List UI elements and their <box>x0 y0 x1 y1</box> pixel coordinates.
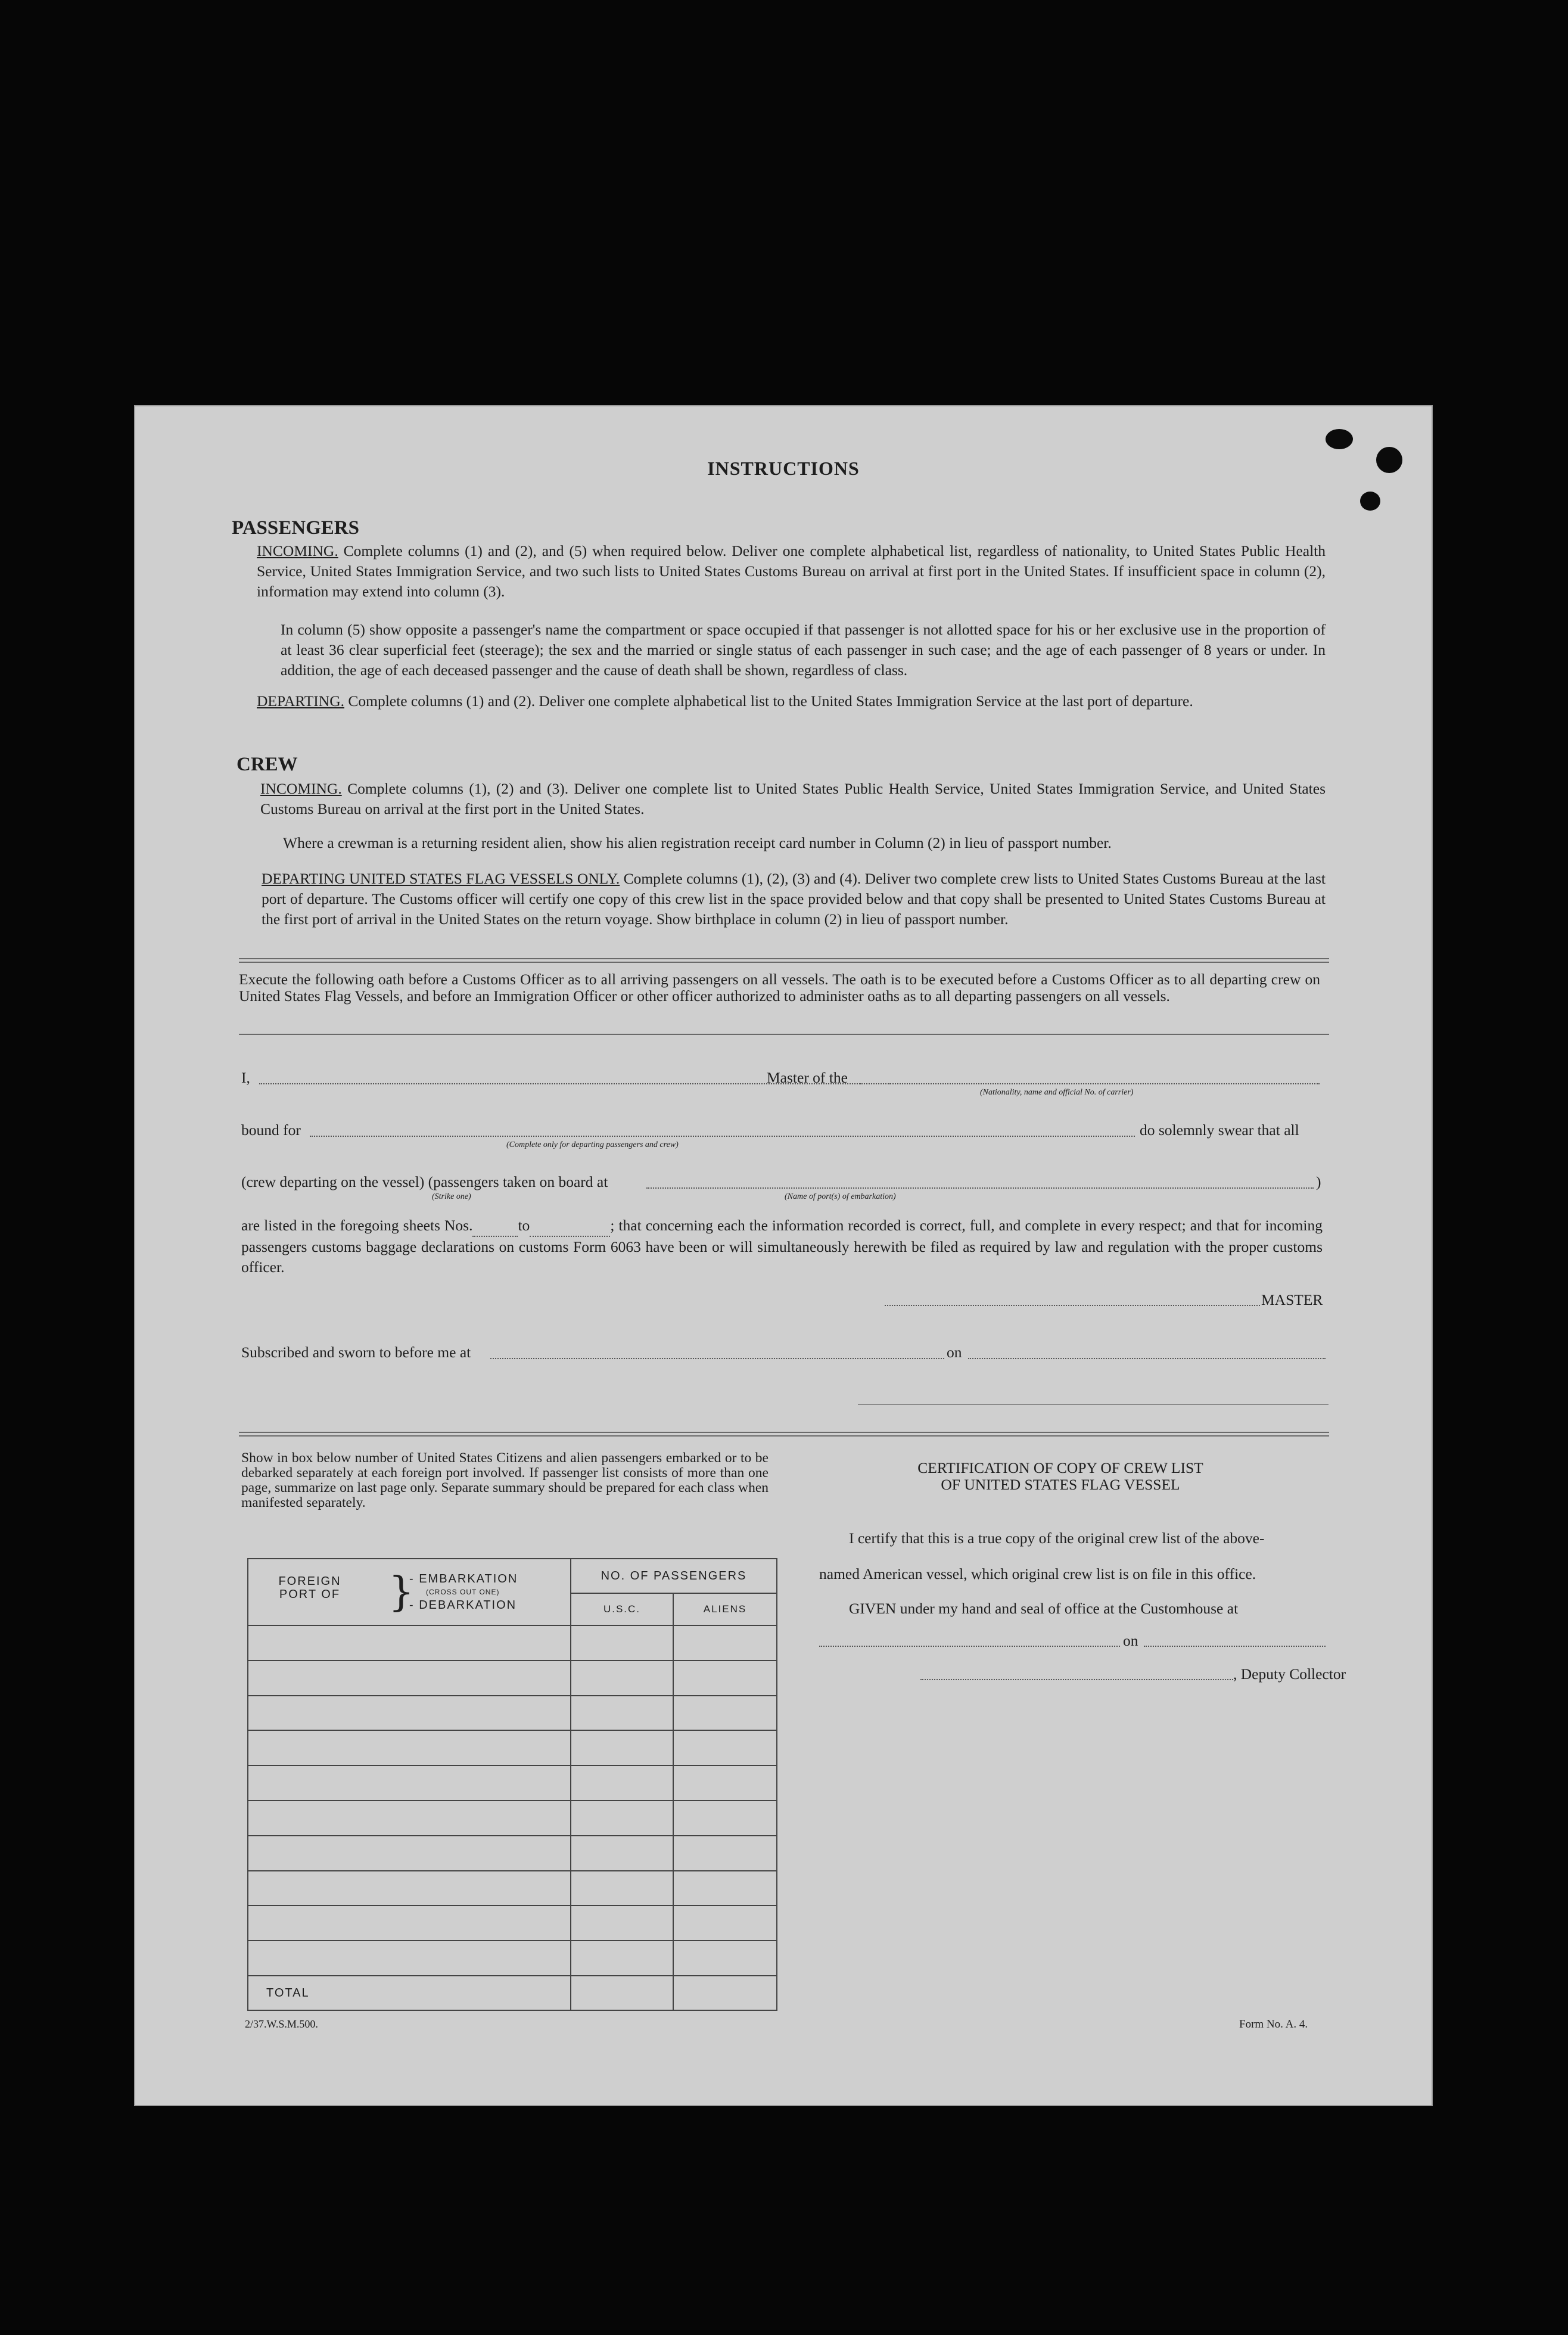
total-usc-cell[interactable] <box>571 1976 673 2010</box>
crew-heading: CREW <box>237 754 298 775</box>
port-cell[interactable] <box>248 1801 571 1836</box>
oath-crew-departing-label: (crew departing on the vessel) (passengers taken on board at <box>241 1173 608 1190</box>
oath-i-label: I, <box>241 1069 250 1086</box>
port-cell[interactable] <box>248 1696 571 1731</box>
oath-bound-for-label: bound for <box>241 1121 301 1139</box>
certification-on-label: on <box>1123 1632 1138 1649</box>
master-signature-field[interactable] <box>885 1305 1260 1306</box>
certification-heading <box>798 1460 1323 1493</box>
passengers-column5-paragraph: In column (5) show opposite a passenger's name the compartment or space occupied if that passenger is not allotted space for his or her exclusive use in the proportion of at least 36 clear superficial feet (steerage); the sex and the married or single status of each passenger in such case; and the age of each passenger of 8 years or under. In addition, the age of each deceased passenger and the cause of death shall be shown, regardless of class. <box>281 621 1326 679</box>
usc-cell[interactable] <box>571 1661 673 1696</box>
port-cell[interactable] <box>248 1730 571 1765</box>
port-cell[interactable] <box>248 1871 571 1906</box>
aliens-cell[interactable] <box>673 1871 777 1906</box>
crew-incoming-label: INCOMING. <box>260 780 342 797</box>
usc-cell[interactable] <box>571 1765 673 1801</box>
col-aliens: ALIENS <box>673 1593 777 1625</box>
ink-blot <box>1326 429 1353 449</box>
table-row <box>248 1661 777 1696</box>
divider <box>239 1034 1329 1035</box>
form-printing-code: 2/37.W.S.M.500. <box>245 2018 318 2030</box>
passengers-departing-label: DEPARTING. <box>257 692 344 710</box>
port-cell[interactable] <box>248 1905 571 1941</box>
usc-cell[interactable] <box>571 1696 673 1731</box>
passengers-incoming-text: Complete columns (1) and (2), and (5) when required below. Deliver one complete alphabetical list, regardless of nationality, to United States Public Health Service, United States Immigration Service, and two such lists to United States Customs Bureau on arrival at first port in the United States. If insufficient space in column (2), information may extend into column (3). <box>257 542 1326 600</box>
sworn-place-field[interactable] <box>490 1358 944 1359</box>
aliens-cell[interactable] <box>673 1905 777 1941</box>
divider <box>239 962 1329 963</box>
table-row <box>248 1905 777 1941</box>
aliens-cell[interactable] <box>673 1801 777 1836</box>
table-row <box>248 1625 777 1661</box>
total-row <box>248 1976 777 2010</box>
table-row <box>248 1836 777 1871</box>
table-row <box>248 1801 777 1836</box>
deputy-signature-field[interactable] <box>920 1679 1233 1680</box>
certification-heading-line1: CERTIFICATION OF COPY OF CREW LIST <box>917 1459 1203 1476</box>
oath-on-label: on <box>947 1344 962 1361</box>
strike-hint: (Strike one) <box>432 1192 471 1201</box>
crew-incoming-paragraph <box>260 779 1326 819</box>
usc-cell[interactable] <box>571 1625 673 1661</box>
col-embarkation: - EMBARKATION <box>409 1572 518 1585</box>
aliens-cell[interactable] <box>673 1941 777 1976</box>
sheet-from-field[interactable] <box>472 1215 518 1237</box>
given-text: GIVEN under my hand and seal of office at the Customhouse at <box>849 1600 1239 1617</box>
usc-cell[interactable] <box>571 1905 673 1941</box>
officer-signature-line[interactable] <box>858 1404 1329 1405</box>
aliens-cell[interactable] <box>673 1836 777 1871</box>
oath-listed-label: are listed in the foregoing sheets Nos. <box>241 1217 473 1234</box>
oath-intro: Execute the following oath before a Customs Officer as to all arriving passengers on all vessels. The oath is to be executed before a Customs Officer as to all departing crew on United States Flag Vessels, and before an Immigration Officer or other officer authorized to administer oaths as to all departing passengers on all vessels. <box>239 971 1320 1005</box>
oath-swear-label: do solemnly swear that all <box>1140 1121 1299 1139</box>
sheet-to-field[interactable] <box>530 1215 610 1237</box>
oath-listed-text: ; that concerning each the information recorded is correct, full, and complete in every respect; and that for incoming passengers customs baggage declarations on customs Form 6063 have been or will simultaneously herewith be filed as required by law and regulation with the proper customs officer. <box>241 1217 1323 1276</box>
aliens-cell[interactable] <box>673 1765 777 1801</box>
divider <box>239 1432 1329 1433</box>
total-aliens-cell[interactable] <box>673 1976 777 2010</box>
oath-master-of-label: Master of the <box>767 1069 848 1086</box>
crew-incoming-text: Complete columns (1), (2) and (3). Deliver one complete list to United States Public Health Service, United States Immigration Service, and United States Customs Bureau on arrival at the first port in the United States. <box>260 780 1326 817</box>
table-row <box>248 1730 777 1765</box>
table-row <box>248 1765 777 1801</box>
crew-departing-text: Complete columns (1), (2), (3) and (4). Deliver two complete crew lists to United States Customs Bureau at the last port of departure. The Customs officer will certify one copy of this crew list in the space provided below and that copy shall be presented to United States Customs Bureau at the first port of arrival in the United States on the return voyage. Show birthplace in column (2) in lieu of passport number. <box>262 870 1326 928</box>
customhouse-field[interactable] <box>819 1646 1120 1647</box>
brace-icon: } <box>388 1569 415 1616</box>
certification-date-field[interactable] <box>1144 1646 1326 1647</box>
oath-listed-paragraph <box>241 1215 1323 1277</box>
passengers-departing-paragraph <box>257 691 1326 711</box>
table-row <box>248 1941 777 1976</box>
oath-master-label: MASTER <box>1261 1291 1323 1308</box>
table-row <box>248 1871 777 1906</box>
passenger-summary-table <box>247 1558 777 2011</box>
page-title: INSTRUCTIONS <box>707 458 860 479</box>
passengers-heading: PASSENGERS <box>232 517 359 539</box>
port-cell[interactable] <box>248 1625 571 1661</box>
deputy-collector-label: , Deputy Collector <box>1233 1665 1346 1683</box>
aliens-cell[interactable] <box>673 1696 777 1731</box>
port-hint: (Name of port(s) of embarkation) <box>785 1192 896 1201</box>
crew-resident-paragraph: Where a crewman is a returning resident alien, show his alien registration receipt card number in Column (2) in lieu of passport number. <box>283 834 1112 851</box>
bound-for-field[interactable] <box>310 1136 1135 1137</box>
passengers-incoming-label: INCOMING. <box>257 542 338 559</box>
usc-cell[interactable] <box>571 1801 673 1836</box>
port-cell[interactable] <box>248 1941 571 1976</box>
col-foreign-port: FOREIGN PORT OF <box>278 1575 341 1601</box>
aliens-cell[interactable] <box>673 1730 777 1765</box>
form-number: Form No. A. 4. <box>1239 2018 1308 2031</box>
named-text: named American vessel, which original crew list is on file in this office. <box>819 1565 1256 1582</box>
port-cell[interactable] <box>248 1661 571 1696</box>
crew-departing-label: DEPARTING UNITED STATES FLAG VESSELS ONLY. <box>262 870 620 887</box>
table-row <box>248 1696 777 1731</box>
col-cross-out: (CROSS OUT ONE) <box>426 1588 500 1596</box>
sworn-date-field[interactable] <box>968 1358 1326 1359</box>
usc-cell[interactable] <box>571 1871 673 1906</box>
certification-heading-line2: OF UNITED STATES FLAG VESSEL <box>941 1476 1180 1493</box>
divider <box>239 1435 1329 1437</box>
total-label: TOTAL <box>248 1976 571 2010</box>
aliens-cell[interactable] <box>673 1661 777 1696</box>
port-header-cell <box>248 1559 571 1625</box>
port-cell[interactable] <box>248 1836 571 1871</box>
ink-blot <box>1360 492 1380 511</box>
form-sheet <box>134 405 1433 2106</box>
crew-departing-paragraph <box>262 869 1326 929</box>
divider <box>239 958 1329 959</box>
carrier-hint: (Nationality, name and official No. of carrier) <box>980 1088 1134 1097</box>
oath-to-label: to <box>518 1217 530 1234</box>
usc-cell[interactable] <box>571 1730 673 1765</box>
usc-cell[interactable] <box>571 1941 673 1976</box>
bound-hint: (Complete only for departing passengers and crew) <box>506 1140 679 1149</box>
carrier-field[interactable] <box>860 1083 1320 1084</box>
embarkation-port-field[interactable] <box>646 1187 1314 1189</box>
col-debarkation: - DEBARKATION <box>409 1599 517 1612</box>
passengers-incoming-paragraph <box>257 541 1326 602</box>
oath-close-paren: ) <box>1316 1173 1321 1190</box>
passengers-departing-text: Complete columns (1) and (2). Deliver one complete alphabetical list to the United States Immigration Service at the last port of departure. <box>348 692 1193 710</box>
col-passengers: NO. OF PASSENGERS <box>571 1559 777 1593</box>
aliens-cell[interactable] <box>673 1625 777 1661</box>
oath-subscribed-label: Subscribed and sworn to before me at <box>241 1344 471 1361</box>
col-usc: U.S.C. <box>571 1593 673 1625</box>
port-cell[interactable] <box>248 1765 571 1801</box>
summary-intro: Show in box below number of United States Citizens and alien passengers embarked or to be debarked separately at each foreign port involved. If passenger list consists of more than one page, summarize on last page only. Separate summary should be prepared for each class when manifested separately. <box>241 1450 769 1510</box>
certify-text: I certify that this is a true copy of the original crew list of the above- <box>849 1529 1265 1547</box>
usc-cell[interactable] <box>571 1836 673 1871</box>
